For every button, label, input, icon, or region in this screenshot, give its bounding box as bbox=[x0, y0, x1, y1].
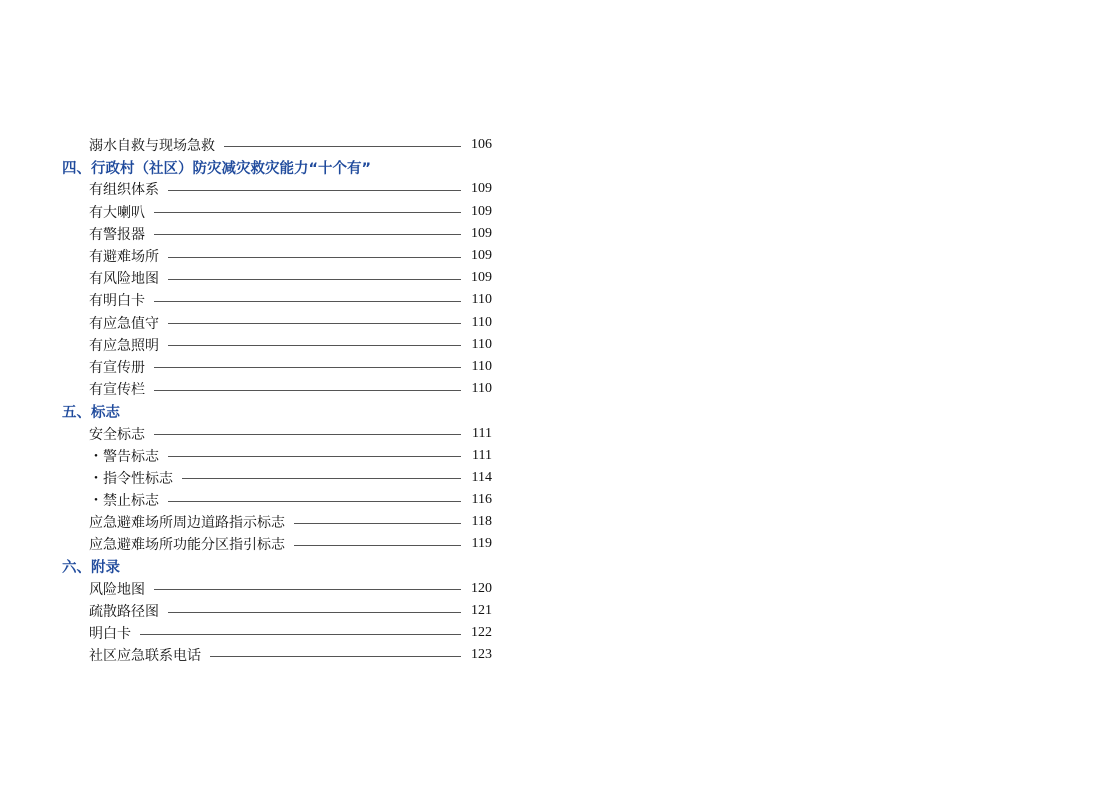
toc-leader-line bbox=[168, 257, 461, 258]
toc-page-number: 110 bbox=[471, 314, 492, 330]
toc-page-number: 111 bbox=[472, 447, 492, 463]
toc-page-number: 118 bbox=[471, 514, 492, 530]
toc-leader-line bbox=[168, 279, 461, 280]
toc-entry-label: 疏散路径图 bbox=[89, 604, 159, 621]
toc-entry-label: 有避难场所 bbox=[89, 249, 159, 266]
toc-page-number: 109 bbox=[471, 203, 492, 219]
toc-leader-line bbox=[210, 656, 461, 657]
toc-entry-label: 溺水自救与现场急救 bbox=[89, 138, 215, 155]
toc-entry bbox=[62, 467, 492, 489]
toc-leader-line bbox=[154, 390, 461, 391]
toc-leader-line bbox=[168, 190, 461, 191]
toc-entry bbox=[62, 312, 492, 334]
toc-entry-label: 有宣传栏 bbox=[89, 382, 145, 399]
toc-entry bbox=[62, 334, 492, 356]
toc-entry-label: ・警告标志 bbox=[89, 448, 159, 465]
toc-leader-line bbox=[140, 634, 461, 635]
toc-page-number: 109 bbox=[471, 225, 492, 241]
toc-entry-label: 有明白卡 bbox=[89, 293, 145, 310]
toc-page-number: 110 bbox=[471, 292, 492, 308]
toc-leader-line bbox=[168, 345, 461, 346]
toc-leader-line bbox=[168, 323, 461, 324]
toc-entry bbox=[62, 201, 492, 223]
toc-entry bbox=[62, 644, 492, 666]
toc-entry-label: 社区应急联系电话 bbox=[89, 648, 201, 665]
toc-entry bbox=[62, 511, 492, 533]
toc-entry bbox=[62, 134, 492, 156]
toc-entry bbox=[62, 356, 492, 378]
toc-leader-line bbox=[154, 367, 461, 368]
toc-page-number: 123 bbox=[471, 647, 492, 663]
toc-leader-line bbox=[168, 501, 461, 502]
toc-leader-line bbox=[154, 589, 461, 590]
toc-entry bbox=[62, 578, 492, 600]
toc-page-number: 119 bbox=[471, 536, 492, 552]
toc-entry-label: 明白卡 bbox=[89, 626, 131, 643]
toc-section-heading bbox=[62, 400, 492, 422]
toc-entry-label: 有警报器 bbox=[89, 226, 145, 243]
toc-entry-label: 有组织体系 bbox=[89, 182, 159, 199]
toc-page-number: 116 bbox=[471, 492, 492, 508]
toc-entry-label: 有应急照明 bbox=[89, 337, 159, 354]
toc-page-number: 121 bbox=[471, 603, 492, 619]
toc-entry bbox=[62, 289, 492, 311]
toc-page-number: 120 bbox=[471, 580, 492, 596]
toc-entry-label: 应急避难场所周边道路指示标志 bbox=[89, 515, 285, 532]
toc-leader-line bbox=[168, 456, 461, 457]
toc-page-number: 114 bbox=[471, 469, 492, 485]
toc-leader-line bbox=[294, 523, 461, 524]
toc-page-number: 110 bbox=[471, 381, 492, 397]
toc-entry-label: 有风险地图 bbox=[89, 271, 159, 288]
toc-entry-label: ・禁止标志 bbox=[89, 493, 159, 510]
toc-entry bbox=[62, 378, 492, 400]
toc-leader-line bbox=[154, 301, 461, 302]
toc-entry bbox=[62, 178, 492, 200]
toc-section-heading bbox=[62, 556, 492, 578]
toc-page-number: 109 bbox=[471, 181, 492, 197]
toc-page-number: 109 bbox=[471, 248, 492, 264]
toc-page-number: 122 bbox=[471, 625, 492, 641]
toc-section-heading bbox=[62, 156, 492, 178]
toc-section-label: 四、行政村（社区）防灾减灾救灾能力“十个有” bbox=[62, 160, 372, 177]
toc-entry bbox=[62, 600, 492, 622]
toc-entry-label: 风险地图 bbox=[89, 581, 145, 598]
toc-leader-line bbox=[154, 434, 461, 435]
toc-entry bbox=[62, 533, 492, 555]
toc-entry-label: 应急避难场所功能分区指引标志 bbox=[89, 537, 285, 554]
toc-leader-line bbox=[154, 234, 461, 235]
toc-entry bbox=[62, 622, 492, 644]
toc-entry-label: 有应急值守 bbox=[89, 315, 159, 332]
toc-leader-line bbox=[154, 212, 461, 213]
toc-entry-label: 有大喇叭 bbox=[89, 204, 145, 221]
toc-entry bbox=[62, 267, 492, 289]
toc-entry bbox=[62, 422, 492, 444]
toc-entry bbox=[62, 245, 492, 267]
toc-entry bbox=[62, 223, 492, 245]
toc-page-number: 110 bbox=[471, 358, 492, 374]
toc-page-number: 110 bbox=[471, 336, 492, 352]
toc-leader-line bbox=[224, 146, 461, 147]
toc-entry-label: 有宣传册 bbox=[89, 359, 145, 376]
toc-page-number: 109 bbox=[471, 270, 492, 286]
toc-leader-line bbox=[294, 545, 461, 546]
toc-entry-label: 安全标志 bbox=[89, 426, 145, 443]
toc-leader-line bbox=[182, 478, 461, 479]
toc-page-number: 106 bbox=[471, 137, 492, 153]
table-of-contents bbox=[62, 134, 492, 667]
toc-leader-line bbox=[168, 612, 461, 613]
toc-entry bbox=[62, 445, 492, 467]
toc-entry-label: ・指令性标志 bbox=[89, 470, 173, 487]
toc-section-label: 五、标志 bbox=[62, 404, 120, 421]
toc-page-number: 111 bbox=[472, 425, 492, 441]
toc-entry bbox=[62, 489, 492, 511]
toc-section-label: 六、附录 bbox=[62, 560, 120, 577]
